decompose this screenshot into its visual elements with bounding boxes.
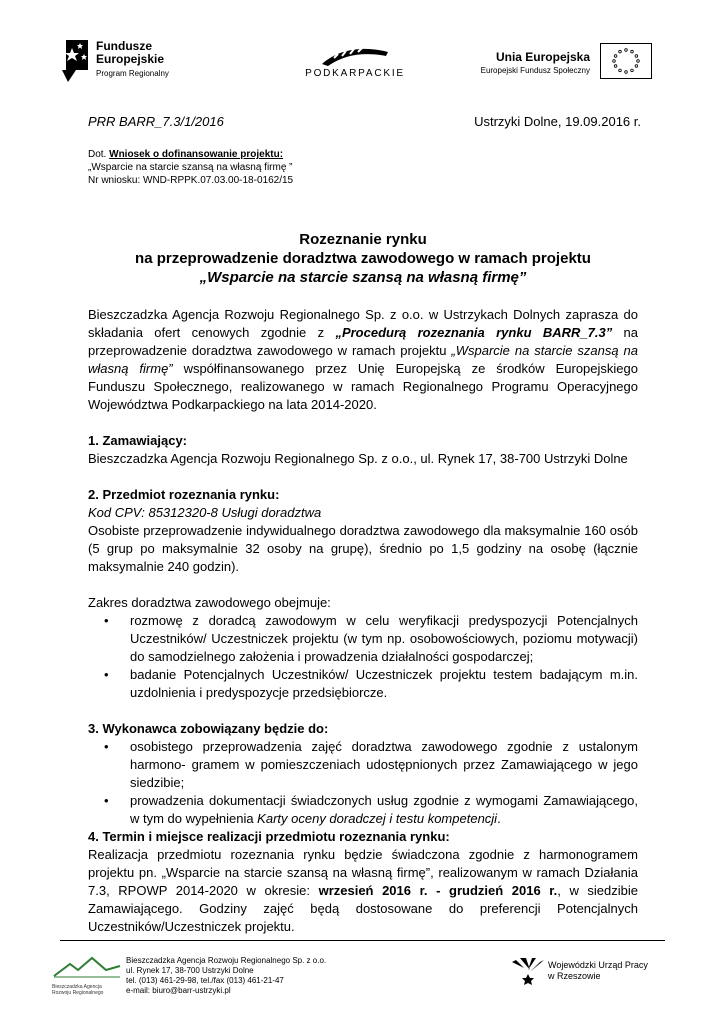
section-1 <box>88 432 638 468</box>
fundusze-europejskie-logo <box>62 38 192 86</box>
footer-line-4: e-mail: biuro@barr-ustrzyki.pl <box>126 986 231 995</box>
dot-project: „Wsparcie na starcie szansą na własną firmę ” <box>88 162 293 173</box>
dot-prefix: Dot. <box>88 149 107 160</box>
list-item <box>100 612 638 666</box>
section-4-body <box>88 846 638 936</box>
fe-logo-sub: Program Regionalny <box>96 69 169 78</box>
section-2-cpv: Kod CPV: 85312320-8 Usługi doradztwa <box>88 505 322 520</box>
title-line3: „Wsparcie na starcie szansą na własną firmę” <box>199 269 527 286</box>
barr-logo-line1: Bieszczadzka Agencja <box>52 984 102 990</box>
bullet-icon: • <box>104 613 109 628</box>
fe-logo-line1: Fundusze <box>96 39 152 53</box>
intro-project-name: „Wsparcie na starcie szansą na własną firmę” <box>88 343 639 376</box>
dot-number: Nr wniosku: WND-RPPK.07.03.00-18-0162/15 <box>88 175 294 186</box>
barr-mountains-icon <box>52 956 122 978</box>
section-4-text-a: Realizacja przedmiotu rozeznania rynku będzie świadczona zgodnie z harmonogramem projektu pn. „Wsparcie na starcie szansą na własną firmę”, realizowanym w ramach Działania 7.3, RPOWP 2014-2020 w okresie: <box>88 847 638 898</box>
section-1-heading: 1. Zamawiający: <box>88 433 187 448</box>
scope-heading: Zakres doradztwa zawodowego obejmuje: <box>88 595 331 610</box>
section-3-heading: 3. Wykonawca zobowiązany będzie do: <box>88 721 329 736</box>
eu-flag-icon <box>600 43 652 79</box>
intro-paragraph <box>88 306 638 414</box>
list-item <box>100 792 638 828</box>
duty-item-2-a: prowadzenia dokumentacji świadczonych usług zgodnie z wymogami Zamawiającego, w tym do wypełnienia <box>130 793 638 826</box>
document-reference: PRR BARR_7.3/1/2016 <box>88 114 224 129</box>
section-1-body: Bieszczadzka Agencja Rozwoju Regionalnego Sp. z o.o., ul. Rynek 17, 38-700 Ustrzyki Dolne <box>88 451 628 466</box>
section-2-heading: 2. Przedmiot rozeznania rynku: <box>88 487 280 502</box>
wup-text <box>548 960 648 982</box>
footer-line-1: Bieszczadzka Agencja Rozwoju Regionalnego Sp. z o.o. <box>126 956 327 965</box>
duty-item-2-b: Karty oceny doradczej i testu kompetencji <box>257 811 498 826</box>
footer-line-2: ul. Rynek 17, 38-700 Ustrzyki Dolne <box>126 966 254 975</box>
fe-star-flag-icon <box>62 40 90 82</box>
podkarpackie-mark-icon <box>320 46 390 66</box>
intro-procedure: „Procedurą rozeznania rynku BARR_7.3” <box>335 325 613 340</box>
section-2 <box>88 486 638 576</box>
footer-line-3: tel. (013) 461-29-98, tel./fax (013) 461-21-47 <box>126 976 284 985</box>
podkarpackie-text: PODKARPACKIE <box>305 68 405 79</box>
ue-title: Unia Europejska <box>495 50 590 64</box>
bullet-icon: • <box>104 739 109 754</box>
scope-item-2: badanie Potencjalnych Uczestników/ Uczestniczek projektu testem badającym m.in. uzdolnienia i predyspozycje przedsiębiorcze. <box>130 667 638 700</box>
scope-list <box>100 612 638 702</box>
document-date: Ustrzyki Dolne, 19.09.2016 r. <box>474 114 641 129</box>
bullet-icon: • <box>104 667 109 682</box>
section-3-list <box>100 738 638 828</box>
bullet-icon: • <box>104 793 109 808</box>
dot-block <box>88 148 293 187</box>
section-4-period: wrzesień 2016 r. - grudzień 2016 r. <box>318 883 558 898</box>
podkarpackie-logo <box>290 46 420 84</box>
title-line2: na przeprowadzenie doradztwa zawodowego w ramach projektu <box>135 250 591 267</box>
duty-item-2-c: . <box>497 811 501 826</box>
section-4 <box>88 828 638 936</box>
barr-logo <box>52 956 122 996</box>
footer-divider <box>60 940 665 941</box>
title-line1: Rozeznanie rynku <box>299 231 427 248</box>
duty-item-1: osobistego przeprowadzenia zajęć doradztwa zawodowego zgodnie z ustalonym harmono- gramem w pomieszczeniach udostępnionych przez Zamawiającego w jego siedzibie; <box>130 739 638 790</box>
section-4-heading: 4. Termin i miejsce realizacji przedmiotu rozeznania rynku: <box>88 829 450 844</box>
fe-logo-line2: Europejskie <box>96 52 165 66</box>
list-item <box>100 666 638 702</box>
wup-line2: w Rzeszowie <box>548 971 601 981</box>
section-4-text-c: , w siedzibie Zamawiającego. Godziny zajęć będą dostosowane do preferencji Potencjalnych Uczestników/Uczestniczek projektu. <box>88 883 639 934</box>
intro-text-a: Bieszczadzka Agencja Rozwoju Regionalnego Sp. z o.o. w Ustrzykach Dolnych zaprasza do składania ofert cenowych zgodnie z <box>88 307 638 340</box>
list-item <box>100 738 638 792</box>
scope-item-1: rozmowę z doradcą zawodowym w celu weryfikacji predyspozycji Potencjalnych Uczestników/ Uczestniczek projektu (w tym np. osobowościowych, poziomu motywacji) do samodzielnego założenia i prowadzenia działalności gospodarczej; <box>130 613 638 664</box>
wup-logo-icon <box>510 956 546 986</box>
ue-logo-text <box>470 50 590 75</box>
wup-line1: Wojewódzki Urząd Pracy <box>548 960 648 970</box>
section-2-body: Osobiste przeprowadzenie indywidualnego doradztwa zawodowego dla maksymalnie 160 osób (5 grup po maksymalnie 32 osoby na grupę), średnio po 1,5 godziny na osobę (łącznie maksymalnie 240 godzin). <box>88 523 638 574</box>
footer-contact <box>126 956 326 996</box>
document-title <box>88 230 638 287</box>
dot-label: Wniosek o dofinansowanie projektu: <box>109 149 284 160</box>
ue-sub: Europejski Fundusz Społeczny <box>480 66 590 75</box>
intro-text-e: współfinansowanego przez Unię Europejską ze środków Europejskiego Funduszu Społecznego, realizowanego w ramach Regionalnego Programu Operacyjnego Województwa Podkarpackiego na lata 2014-2020. <box>88 361 638 412</box>
intro-text-c: na przeprowadzenie doradztwa zawodowego w ramach projektu <box>88 325 638 358</box>
barr-logo-line2: Rozwoju Regionalnego <box>52 990 104 996</box>
